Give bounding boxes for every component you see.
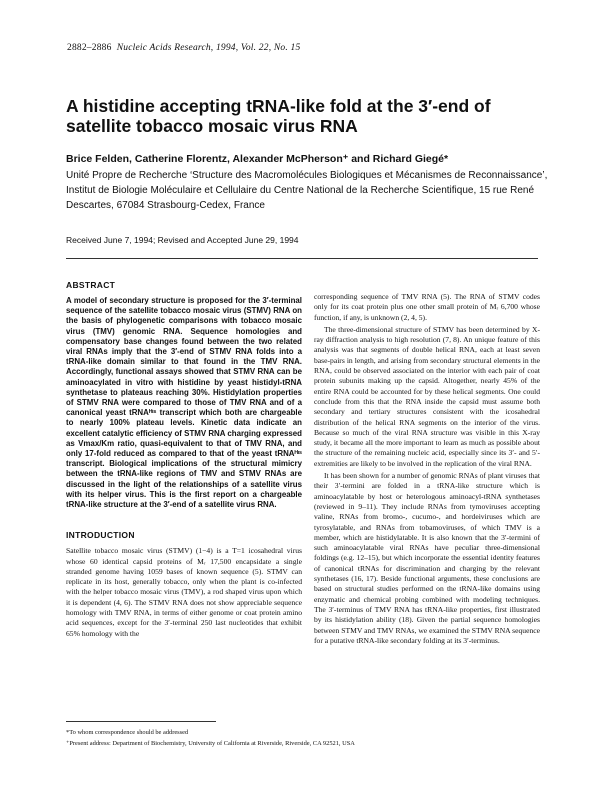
abstract-heading: ABSTRACT [66,280,116,290]
right-paragraph-1: corresponding sequence of TMV RNA (5). The RNA of STMV codes only for its coat protein plus one other small protein of Mᵣ 6,700 whose function, if any, is unknown (2, 4, 5). [314,292,540,322]
header-divider [66,258,538,259]
introduction-text: Satellite tobacco mosaic virus (STMV) (1−4) is a T=1 icosahedral virus whose 60 identical capsid proteins of Mᵣ 17,500 encapsidate a single stranded genome having 1059 bases of known sequence (5). STMV can replicate in its host, generally tobacco, only when the plant is co-infected with the helper tobacco mosaic virus (TMV), a rod shaped virus upon which it is dependent (4, 6). The STMV RNA does not show appreciable sequence homology with TMV RNA, in terms of either genome or coat protein amino acid sequences, except for the 3′-terminal 250 last nucleotides that exhibit 65% homology with the [66,546,302,638]
abstract-text: A model of secondary structure is proposed for the 3′-terminal sequence of the satellite tobacco mosaic virus (STMV) RNA on the basis of phylogenetic comparisons with tobacco mosaic virus (TMV) genomic RNA. Sequence homologies and compensatory base changes found between the two related viral RNAs imply that the 3′-end of STMV RNA folds into a tRNA-like domain similar to that found in the TMV RNA. Accordingly, functional assays showed that STMV RNA can be aminoacylated in vitro with histidine by yeast histidyl-tRNA synthetase to plateaus reaching 30%. Histidylation properties of STMV RNA were compared to those of TMV RNA and of a canonical yeast tRNAᴴᶦˢ transcript which both are chargeable to nearly 100% plateau levels. Kinetic data indicate an excellent catalytic efficiency of STMV RNA charging expressed as Vmax/Km ratio, quasi-equivalent to that of TMV RNA, and only 17-fold reduced as compared to that of the yeast tRNAᴴᶦˢ transcript. Biological implications of the structural mimicry between the tRNA-like regions of TMV and STMV RNAs are discussed in the light of the relationships of a satellite virus with its helper virus. This is the first report on a chargeable tRNA-like structure at the 3′-end of a satellite virus RNA. [66,296,302,510]
author-list: Brice Felden, Catherine Florentz, Alexander McPherson⁺ and Richard Giegé* [66,153,449,165]
footnote-present-address: ⁺Present address: Department of Biochemistry, University of California at Riverside, Riverside, CA 92521, USA [66,740,355,747]
journal-header [67,43,300,53]
paper-title: A histidine accepting tRNA-like fold at the 3′-end of satellite tobacco mosaic virus RNA [66,96,491,136]
right-paragraph-3: It has been shown for a number of genomic RNAs of plant viruses that their 3′-termini are folded in a tRNA-like structure which is aminoacylatable by host or heterologous aminoacyl-tRNA synthetases (reviewed in 9–11). They include RNAs from tymoviruses accepting valine, RNAs from bromo-, cucumo-, and hordeiviruses which are tyrosylatable, and RNAs from tobamoviruses, of which TMV is a member, which are histidylatable. It is also known that the 3′-termini of such aminoacylatable viral RNAs have peculiar three-dimensional foldings (e.g. 12–15), but which incorporate the essential identity features of canonical tRNAs for discrimination and charging by the relevant synthetases (16, 17). Beside functional arguments, these conclusions are based on structural studies performed on the tRNA-like domains using enzymatic and chemical probing combined with modeling techniques. The 3′-terminus of TMV RNA has tRNA-like properties, first illustrated by its histidylation ability (18). Given the partial sequence homologies between STMV and TMV RNAs, we examined the STMV RNA sequence for a putative tRNA-like secondary folding at its 3′-terminus. [314,471,540,645]
introduction-heading: INTRODUCTION [66,530,135,541]
footnotes [66,727,538,749]
journal-citation: Nucleic Acids Research, 1994, Vol. 22, No. 15 [116,43,301,53]
right-paragraph-2: The three-dimensional structure of STMV has been determined by X-ray diffraction analysis to high resolution (7, 8). An unique feature of this analysis was that segments of double helical RNA, each at least seven base-pairs in length, and arising from secondary structural elements in the RNA, could be observed associated on the interior with each pair of coat protein subunits making up the capsid. Altogether, nearly 45% of the entire RNA could be accounted for by these helical segments. One could conclude from this that the RNA inside the capsid must assume both secondary and tertiary structures consistent with the icosahedral distribution of the helical RNA segments on the interior of the virus. Because so much of the viral RNA structure was visible in this X-ray study, it became all the more important to learn as much as possible about the structure of the remaining nucleic acid, especially since its 3′- and 5′-extremities are likely to be involved in the replication of the viral RNA. [314,324,540,468]
left-column [66,280,302,639]
affiliation: Unité Propre de Recherche ‘Structure des Macromolécules Biologiques et Mécanismes de Reconnaissance’, Institut de Biologie Moléculaire et Cellulaire du Centre National de la Recherche Scientifique, 15 rue René Descartes, 67084 Strasbourg-Cedex, France [66,170,548,211]
footnote-divider [66,721,216,722]
footnote-corresponding: *To whom correspondence should be addressed [66,729,189,736]
journal-pages: 2882–2886 [67,43,112,53]
right-column [314,292,540,646]
received-dates: Received June 7, 1994; Revised and Accepted June 29, 1994 [66,235,299,245]
